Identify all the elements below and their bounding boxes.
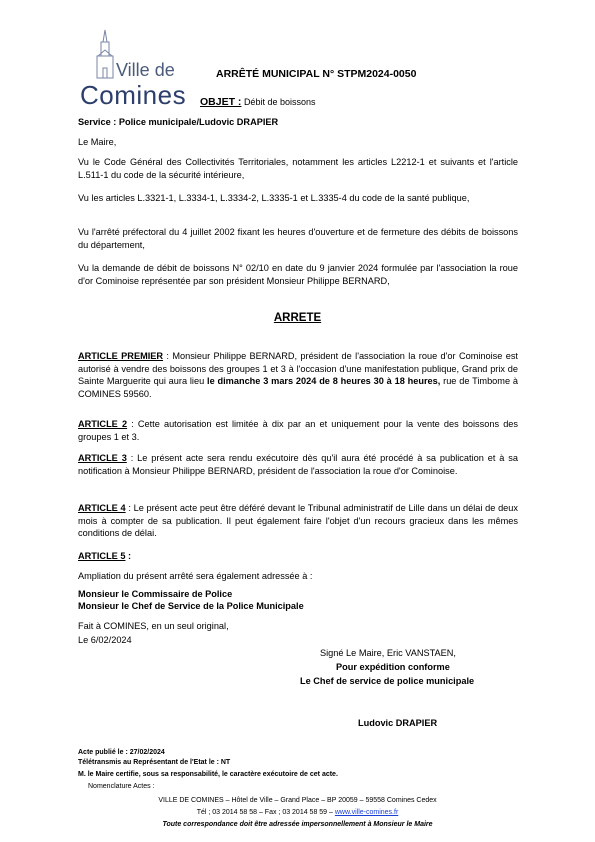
vu-paragraph-2: Vu les articles L.3321-1, L.3334-1, L.3334-2, L.3335-1 et L.3335-4 du code de la santé publique, [78,193,470,203]
objet-text: Débit de boissons [243,97,316,107]
article-5-colon: : [125,551,132,561]
article-3-label: ARTICLE 3 [78,453,127,463]
fait-line: Fait à COMINES, en un seul original, [78,621,229,631]
date-line: Le 6/02/2024 [78,635,132,645]
footer-contact [0,808,595,818]
article-2-text: : Cette autorisation est limitée à dix par an et uniquement pour la vente des boissons des groupes 1 et 3. [78,419,519,442]
article-3 [78,452,518,477]
article-5-label: ARTICLE 5 [78,551,126,561]
vu-paragraph-4: Vu la demande de débit de boissons N° 02/10 en date du 9 janvier 2024 formulée par l'association la roue d'or Cominoise représentée par son président Monsieur Philippe BERNARD, [78,263,518,286]
vu-paragraph-1: Vu le Code Général des Collectivités Territoriales, notamment les articles L2212-1 et suivants et l'article L.511-1 du code de la sécurité intérieure, [78,157,518,180]
recipient-2: Monsieur le Chef de Service de la Police Municipale [78,601,304,611]
footer-transmitted: Télétransmis au Représentant de l'Etat le : NT [78,759,231,766]
website-link[interactable]: www.ville-comines.fr [334,809,399,816]
footer-nomenclature: Nomenclature Actes : [88,783,155,790]
signature-line-3: Le Chef de service de police municipale [300,676,475,686]
article-4-label: ARTICLE 4 [78,503,126,513]
article-4 [78,502,518,540]
footer-address: VILLE DE COMINES – Hôtel de Ville – Grand Place – BP 20059 – 59558 Comines Cedex [158,797,437,804]
article-2-label: ARTICLE 2 [78,419,128,429]
article-3-text: : Le présent acte sera rendu exécutoire dès qu'il aura été procédé à sa publication et à sa notification à Monsieur Philippe BERNARD, président de l'association la roue d'or Cominoise. [78,453,518,476]
footer-note: Toute correspondance doit être adressée impersonnellement à Monsieur le Maire [162,821,433,828]
article-1 [78,350,518,400]
footer-phone: Tél ; 03 2014 58 58 – Fax ; 03 2014 58 59 – [196,809,335,816]
objet-label: OBJET : [200,96,242,108]
footer-published: Acte publié le : 27/02/2024 [78,749,165,756]
church-icon [92,28,118,80]
article-1-text-c: rue de Timbome à COMINES 59560. [78,376,518,399]
arrete-heading: ARRETE [273,312,322,324]
city-logo [78,28,194,108]
article-5 [78,550,518,563]
article-4-text: : Le présent acte peut être déféré devant le Tribunal administratif de Lille dans un délai de deux mois à compter de sa publication. Il peut également faire l'objet d'un recours gracieux dans les mêmes conditions de délai. [78,503,518,538]
recipient-1: Monsieur le Commissaire de Police [78,589,233,599]
logo-line2: Comines [80,80,187,110]
service-line: Service : Police municipale/Ludovic DRAPIER [78,117,279,127]
article-1-text-b: le dimanche 3 mars 2024 de 8 heures 30 à 18 heures, [207,376,441,386]
greeting: Le Maire, [78,137,117,147]
signatory-name: Ludovic DRAPIER [358,718,438,728]
logo-line1: Ville de [116,60,175,80]
signature-line-2: Pour expédition conforme [336,662,450,672]
ampliation-line: Ampliation du présent arrêté sera également adressée à : [78,571,313,581]
footer-certification: M. le Maire certifie, sous sa responsabilité, le caractère exécutoire de cet acte. [78,771,338,778]
vu-paragraph-3: Vu l'arrêté préfectoral du 4 juillet 2002 fixant les heures d'ouverture et de fermeture des débits de boissons du département, [78,227,518,250]
document-title: ARRÊTÉ MUNICIPAL N° STPM2024-0050 [216,68,417,80]
article-1-label: ARTICLE PREMIER [78,351,164,361]
signature-line-1: Signé Le Maire, Eric VANSTAEN, [320,648,456,658]
article-2 [78,418,518,443]
objet-line [200,96,315,108]
article-1-text-a: : Monsieur Philippe BERNARD, président de l'association la roue d'or Cominoise est autorisé à vendre des boissons des groupes 1 et 3 à l'occasion d'une manifestation publique, Grand prix de Sainte Marguerite qui aura lieu [78,351,518,386]
